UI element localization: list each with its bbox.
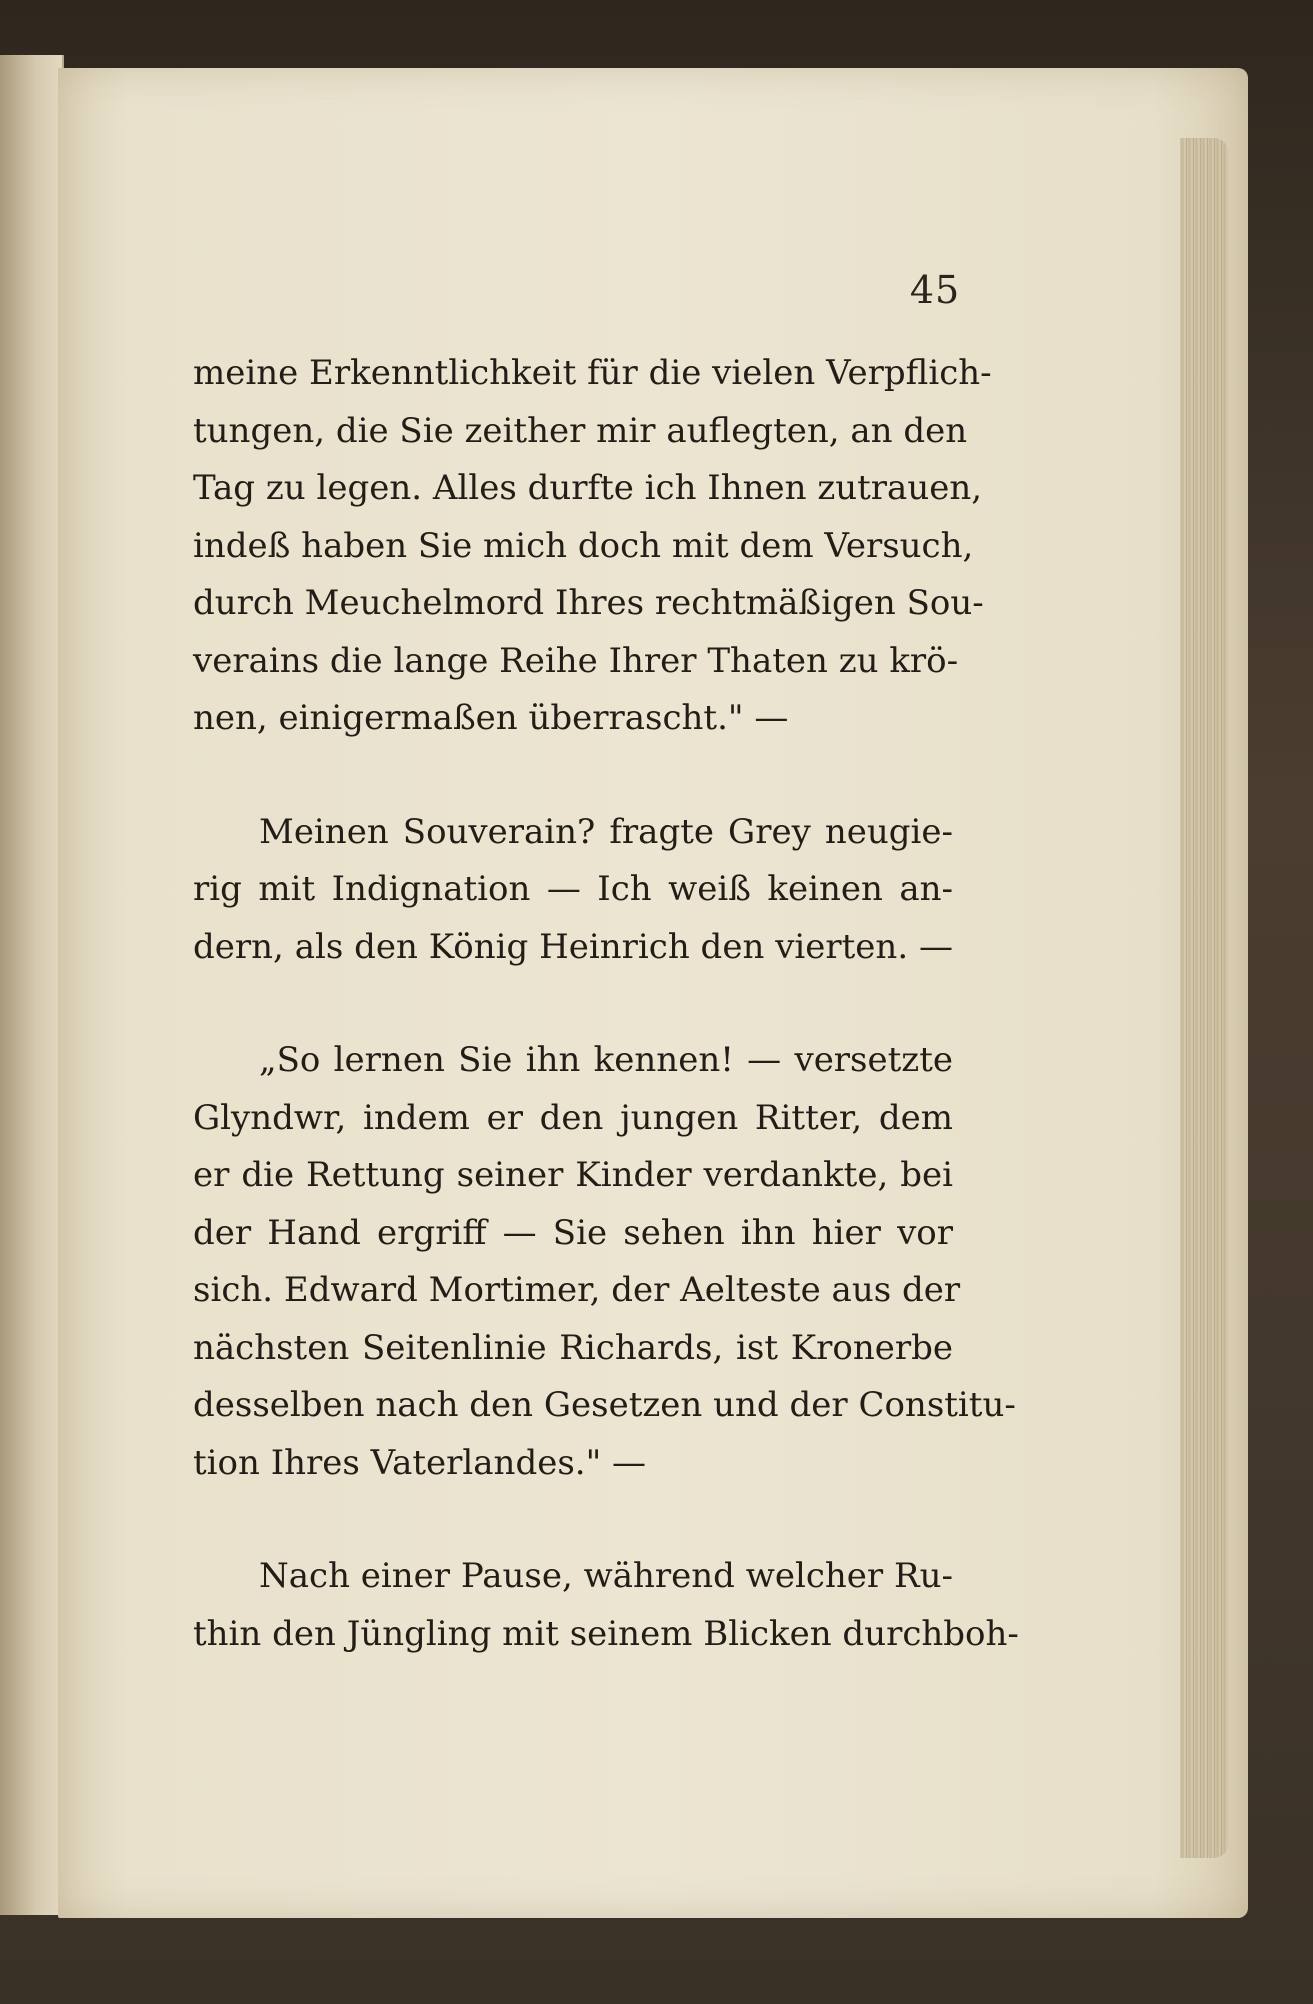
page-stack-edges — [1180, 138, 1228, 1858]
text-line: desselben nach den Gesetzen und der Constitu- — [193, 1385, 1016, 1425]
text-line: sich. Edward Mortimer, der Aelteste aus der — [193, 1270, 961, 1310]
text-line: durch Meuchelmord Ihres rechtmäßigen Sou- — [193, 583, 984, 623]
text-line: rig mit Indignation — Ich weiß keinen an- — [193, 869, 953, 909]
text-line: tion Ihres Vaterlandes." — — [193, 1442, 647, 1483]
text-line: dern, als den König Heinrich den vierten. — — [193, 926, 953, 967]
text-line: verains die lange Reihe Ihrer Thaten zu krö- — [193, 640, 959, 681]
text-line: meine Erkenntlichkeit für die vielen Verpflich- — [193, 353, 992, 393]
paragraph-1 — [193, 345, 992, 748]
text-line: der Hand ergriff — Sie sehen ihn hier vor — [193, 1212, 953, 1253]
text-line: indeß haben Sie mich doch mit dem Versuch, — [193, 525, 974, 566]
paragraph-4 — [193, 1548, 1019, 1663]
page-number: 45 — [909, 268, 961, 312]
text-line: er die Rettung seiner Kinder verdankte, bei — [193, 1155, 953, 1195]
left-page-edge — [0, 55, 64, 1915]
text-line: nächsten Seitenlinie Richards, ist Kronerbe — [193, 1327, 953, 1368]
text-line: Meinen Souverain? fragte Grey neugie- — [259, 811, 953, 852]
text-line: Tag zu legen. Alles durfte ich Ihnen zutrauen, — [193, 468, 983, 508]
text-line: thin den Jüngling mit seinem Blicken durchboh- — [193, 1613, 1019, 1654]
text-line: Nach einer Pause, während welcher Ru- — [259, 1556, 953, 1596]
text-line: tungen, die Sie zeither mir auflegten, an den — [193, 410, 968, 451]
text-line: „So lernen Sie ihn kennen! — versetzte — [259, 1040, 953, 1080]
text-line: Glyndwr, indem er den jungen Ritter, dem — [193, 1097, 953, 1138]
paragraph-3 — [193, 1032, 1016, 1492]
paragraph-2 — [193, 804, 953, 977]
body-text — [193, 345, 1019, 1663]
text-line: nen, einigermaßen überrascht." — — [193, 698, 789, 738]
